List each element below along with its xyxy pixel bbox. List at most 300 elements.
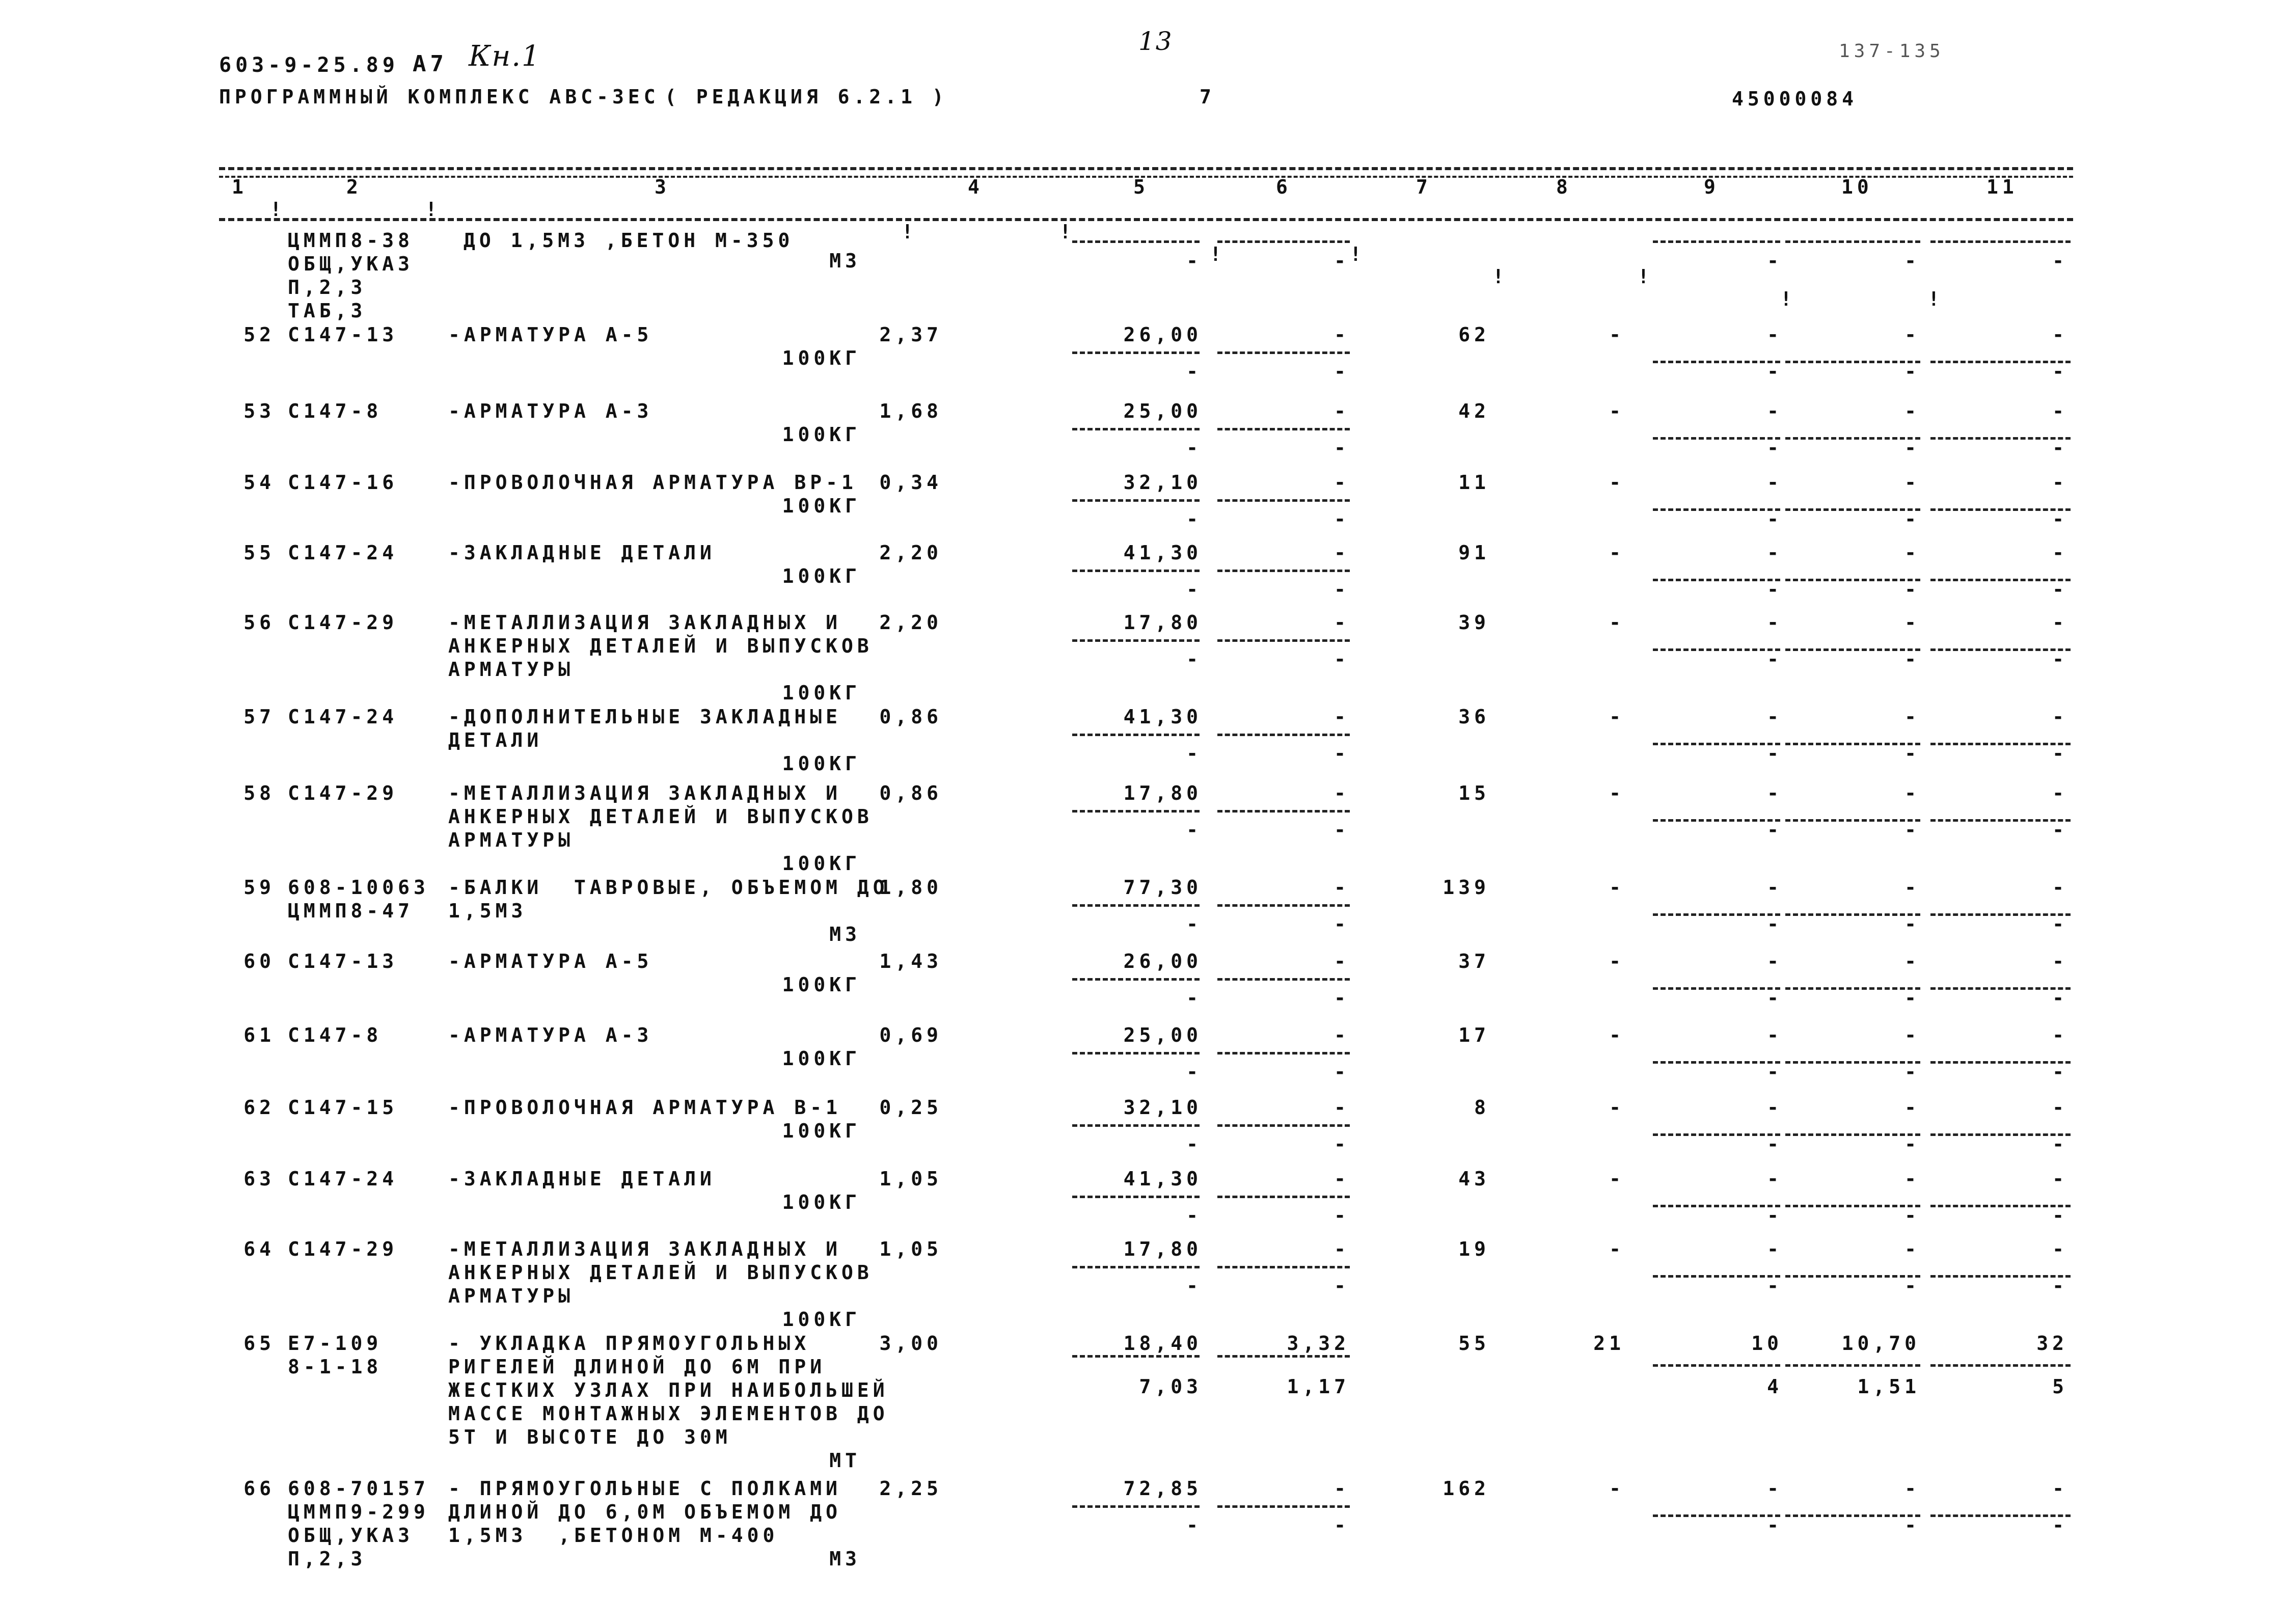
- sheet-code: 137-135: [1839, 41, 1945, 62]
- work-description: - УКЛАДКА ПРЯМОУГОЛЬНЫХ: [448, 1332, 810, 1355]
- cost-value-secondary: -: [1334, 437, 1350, 459]
- cost-value-secondary: -: [1904, 819, 1920, 841]
- unit-cost-wages: -: [1334, 706, 1350, 728]
- quantity-value: 1,80: [879, 876, 942, 899]
- total-wages: 21: [1593, 1332, 1625, 1355]
- row-divider: [1785, 1514, 1920, 1517]
- work-description: ДО 1,5М3 ,БЕТОН М-350: [464, 229, 794, 252]
- row-divider: [1785, 648, 1920, 651]
- row-divider: [1785, 819, 1920, 822]
- unit-cost-wages: -: [1334, 400, 1350, 422]
- cost-value-secondary: -: [1767, 987, 1783, 1009]
- row-divider: [1653, 1275, 1780, 1278]
- cost-value-secondary: -: [2052, 913, 2068, 935]
- row-number: 62: [243, 1096, 275, 1119]
- cost-value-secondary: -: [1767, 250, 1783, 272]
- cost-value-secondary: -: [1767, 1133, 1783, 1155]
- work-description: МАССЕ МОНТАЖНЫХ ЭЛЕМЕНТОВ ДО: [448, 1402, 889, 1425]
- cost-value-secondary: 4: [1767, 1375, 1783, 1398]
- labor-hours-total: -: [2052, 876, 2068, 899]
- labor-hours-total: -: [2052, 1477, 2068, 1500]
- row-divider: [1653, 1061, 1780, 1064]
- total-cost: 37: [1458, 950, 1490, 972]
- quantity-value: 0,25: [879, 1096, 942, 1119]
- machine-cost: -: [1767, 1024, 1783, 1046]
- cost-value-secondary: -: [2052, 1133, 2068, 1155]
- row-divider: [1653, 1364, 1780, 1367]
- col-num-5: 5: [1133, 176, 1149, 198]
- cost-value-secondary: -: [1904, 360, 1920, 383]
- row-divider: [1930, 819, 2071, 822]
- cost-value-secondary: -: [2052, 578, 2068, 601]
- row-divider: [1072, 240, 1200, 243]
- cost-value-secondary: -: [1186, 819, 1202, 841]
- program-title: ПРОГРАММНЫЙ КОМПЛЕКС АВС-3ЕС: [219, 86, 660, 108]
- resource-code: 608-70157: [288, 1477, 429, 1500]
- col-num-7: 7: [1416, 176, 1432, 198]
- unit-cost-total: 17,80: [1123, 1238, 1202, 1260]
- cost-value-secondary: -: [1904, 648, 1920, 670]
- quantity-value: 1,43: [879, 950, 942, 972]
- row-divider: [1930, 437, 2071, 440]
- unit-cost-wages: -: [1334, 876, 1350, 899]
- resource-code: ЦММП8-38: [288, 229, 414, 252]
- row-divider: [1653, 987, 1780, 990]
- cost-value-secondary: -: [1904, 578, 1920, 601]
- row-divider: [1653, 913, 1780, 916]
- unit-cost-total: 32,10: [1123, 471, 1202, 494]
- row-divider: [1072, 1505, 1200, 1508]
- total-cost: 42: [1458, 400, 1490, 422]
- cost-value-secondary: -: [1186, 1514, 1202, 1536]
- unit-cost-wages: -: [1334, 1096, 1350, 1119]
- unit-cost-wages: 3,32: [1287, 1332, 1350, 1355]
- machine-cost: -: [1767, 950, 1783, 972]
- row-divider: [1785, 1133, 1920, 1136]
- labor-hours-unit: -: [1904, 1477, 1920, 1500]
- cost-value-secondary: -: [2052, 742, 2068, 765]
- row-divider: [1930, 1205, 2071, 1207]
- cost-value-secondary: -: [2052, 1514, 2068, 1536]
- unit-of-measure: 100КГ: [782, 495, 861, 517]
- row-divider: [1072, 351, 1200, 354]
- total-cost: 8: [1474, 1096, 1490, 1119]
- row-divider: [1072, 428, 1200, 430]
- row-divider: [1785, 1364, 1920, 1367]
- resource-code: С147-16: [288, 471, 398, 494]
- total-wages: -: [1609, 323, 1625, 346]
- row-divider: [1072, 904, 1200, 907]
- cost-value-secondary: -: [2052, 1275, 2068, 1297]
- total-wages: -: [1609, 611, 1625, 634]
- row-divider: [1930, 508, 2071, 511]
- resource-code: С147-8: [288, 1024, 383, 1046]
- cost-value-secondary: -: [1334, 578, 1350, 601]
- unit-cost-total: 17,80: [1123, 782, 1202, 804]
- row-number: 64: [243, 1238, 275, 1260]
- cost-value-secondary: -: [1186, 1204, 1202, 1227]
- labor-hours-unit: -: [1904, 400, 1920, 422]
- cost-value-secondary: -: [1186, 913, 1202, 935]
- cost-value-secondary: -: [1334, 250, 1350, 272]
- quantity-value: 0,86: [879, 782, 942, 804]
- cost-value-secondary: -: [1904, 1275, 1920, 1297]
- labor-hours-total: -: [2052, 706, 2068, 728]
- cost-value-secondary: -: [1904, 987, 1920, 1009]
- resource-code: С147-8: [288, 400, 383, 422]
- row-divider: [1217, 1052, 1350, 1054]
- cost-value-secondary: -: [1904, 1514, 1920, 1536]
- row-divider: [1217, 734, 1350, 736]
- row-divider: [1785, 437, 1920, 440]
- row-divider: [1930, 743, 2071, 745]
- cost-value-secondary: -: [1186, 648, 1202, 670]
- row-divider: [1930, 240, 2071, 243]
- cost-value-secondary: -: [2052, 648, 2068, 670]
- cost-value-secondary: -: [1904, 1204, 1920, 1227]
- resource-code: С147-24: [288, 706, 398, 728]
- resource-code: 608-10063: [288, 876, 429, 899]
- row-number: 66: [243, 1477, 275, 1500]
- cost-value-secondary: -: [1904, 250, 1920, 272]
- work-description: АНКЕРНЫХ ДЕТАЛЕЙ И ВЫПУСКОВ: [448, 1261, 873, 1284]
- unit-cost-total: 41,30: [1123, 1168, 1202, 1190]
- cost-value-secondary: -: [2052, 1061, 2068, 1083]
- row-divider: [1653, 819, 1780, 822]
- row-divider: [1785, 743, 1920, 745]
- row-divider: [1072, 1266, 1200, 1268]
- row-divider: [1930, 1133, 2071, 1136]
- cost-value-secondary: -: [1186, 360, 1202, 383]
- cost-value-secondary: -: [1186, 250, 1202, 272]
- work-description: -ПРОВОЛОЧНАЯ АРМАТУРА В-1: [448, 1096, 841, 1119]
- labor-hours-unit: -: [1904, 1096, 1920, 1119]
- total-wages: -: [1609, 876, 1625, 899]
- labor-hours-total: -: [2052, 782, 2068, 804]
- col-num-6: 6: [1276, 176, 1292, 198]
- cost-value-secondary: -: [1904, 1133, 1920, 1155]
- total-cost: 62: [1458, 323, 1490, 346]
- row-divider: [1785, 987, 1920, 990]
- machine-cost: -: [1767, 1168, 1783, 1190]
- work-description: АНКЕРНЫХ ДЕТАЛЕЙ И ВЫПУСКОВ: [448, 635, 873, 657]
- cost-value-secondary: -: [1186, 1061, 1202, 1083]
- row-divider: [1930, 579, 2071, 581]
- cost-value-secondary: -: [1186, 742, 1202, 765]
- cost-value-secondary: -: [1767, 1514, 1783, 1536]
- unit-of-measure: МТ: [829, 1449, 861, 1472]
- quantity-value: 2,20: [879, 611, 942, 634]
- resource-code: С147-29: [288, 782, 398, 804]
- cost-value-secondary: -: [1186, 987, 1202, 1009]
- labor-hours-total: 32: [2036, 1332, 2068, 1355]
- cost-value-secondary: -: [1186, 1133, 1202, 1155]
- cost-value-secondary: 1,51: [1857, 1375, 1920, 1398]
- page-header: [0, 0, 2286, 168]
- resource-code: ОБЩ,УКАЗ: [288, 253, 414, 275]
- cost-value-secondary: -: [1186, 578, 1202, 601]
- machine-cost: -: [1767, 706, 1783, 728]
- row-divider: [1653, 240, 1780, 243]
- total-wages: -: [1609, 1238, 1625, 1260]
- resource-code: С147-13: [288, 323, 398, 346]
- unit-cost-wages: -: [1334, 611, 1350, 634]
- labor-hours-unit: -: [1904, 611, 1920, 634]
- total-wages: -: [1609, 1477, 1625, 1500]
- cost-value-secondary: -: [1767, 578, 1783, 601]
- cost-value-secondary: -: [1767, 648, 1783, 670]
- row-number: 61: [243, 1024, 275, 1046]
- job-number: 45000084: [1732, 88, 1858, 110]
- labor-hours-total: -: [2052, 611, 2068, 634]
- row-number: 57: [243, 706, 275, 728]
- cost-value-secondary: -: [1767, 508, 1783, 530]
- work-description: -ЗАКЛАДНЫЕ ДЕТАЛИ: [448, 542, 716, 564]
- total-wages: -: [1609, 1168, 1625, 1190]
- unit-of-measure: 100КГ: [782, 423, 861, 446]
- cost-value-secondary: -: [1186, 1275, 1202, 1297]
- resource-code: С147-13: [288, 950, 398, 972]
- cost-value-secondary: -: [1334, 1514, 1350, 1536]
- row-divider: [1653, 361, 1780, 363]
- row-divider: [1072, 810, 1200, 813]
- total-cost: 162: [1443, 1477, 1490, 1500]
- cost-value-secondary: -: [1186, 437, 1202, 459]
- work-description: АРМАТУРЫ: [448, 1285, 575, 1307]
- total-wages: -: [1609, 471, 1625, 494]
- row-number: 59: [243, 876, 275, 899]
- unit-cost-total: 77,30: [1123, 876, 1202, 899]
- cost-value-secondary: -: [1334, 987, 1350, 1009]
- labor-hours-total: -: [2052, 1168, 2068, 1190]
- total-wages: -: [1609, 400, 1625, 422]
- work-description: АРМАТУРЫ: [448, 658, 575, 681]
- row-divider: [1217, 351, 1350, 354]
- total-wages: -: [1609, 542, 1625, 564]
- row-number: 55: [243, 542, 275, 564]
- row-divider: [1785, 240, 1920, 243]
- work-description: -АРМАТУРА А-3: [448, 400, 653, 422]
- col-num-4: 4: [968, 176, 984, 198]
- row-divider: [1072, 1124, 1200, 1127]
- unit-of-measure: 100КГ: [782, 973, 861, 996]
- unit-cost-total: 26,00: [1123, 950, 1202, 972]
- row-divider: [1217, 1124, 1350, 1127]
- cost-value-secondary: -: [1767, 437, 1783, 459]
- row-number: 54: [243, 471, 275, 494]
- album-number: А7: [413, 51, 448, 77]
- cost-value-secondary: -: [1334, 360, 1350, 383]
- row-divider: [1217, 240, 1350, 243]
- col-num-10: 10: [1841, 176, 1873, 198]
- machine-cost: -: [1767, 400, 1783, 422]
- machine-cost: -: [1767, 876, 1783, 899]
- book-handwritten: Кн.1: [469, 40, 541, 73]
- labor-hours-total: -: [2052, 400, 2068, 422]
- machine-cost: -: [1767, 471, 1783, 494]
- row-divider: [1930, 1275, 2071, 1278]
- work-description: -МЕТАЛЛИЗАЦИЯ ЗАКЛАДНЫХ И: [448, 1238, 841, 1260]
- row-divider: [1217, 428, 1350, 430]
- quantity-value: 0,34: [879, 471, 942, 494]
- unit-cost-wages: -: [1334, 950, 1350, 972]
- col-num-8: 8: [1556, 176, 1572, 198]
- work-description: ДЛИНОЙ ДО 6,0М ОБЪЕМОМ ДО: [448, 1501, 841, 1523]
- quantity-value: 1,05: [879, 1238, 942, 1260]
- quantity-value: 2,25: [879, 1477, 942, 1500]
- work-description: АНКЕРНЫХ ДЕТАЛЕЙ И ВЫПУСКОВ: [448, 805, 873, 828]
- cost-value-secondary: -: [1904, 1061, 1920, 1083]
- resource-code: ЦММП8-47: [288, 900, 414, 922]
- unit-of-measure: М3: [829, 923, 861, 945]
- cost-value-secondary: -: [1334, 1204, 1350, 1227]
- total-cost: 55: [1458, 1332, 1490, 1355]
- row-number: 58: [243, 782, 275, 804]
- cost-value-secondary: -: [1334, 1133, 1350, 1155]
- row-number: 63: [243, 1168, 275, 1190]
- work-description: 1,5М3 ,БЕТОНОМ М-400: [448, 1524, 779, 1547]
- quantity-value: 0,69: [879, 1024, 942, 1046]
- labor-hours-unit: -: [1904, 1024, 1920, 1046]
- cost-value-secondary: -: [1186, 508, 1202, 530]
- row-divider: [1217, 810, 1350, 813]
- total-wages: -: [1609, 1024, 1625, 1046]
- unit-of-measure: 100КГ: [782, 1308, 861, 1331]
- labor-hours-total: -: [2052, 1024, 2068, 1046]
- row-divider: [1785, 913, 1920, 916]
- row-divider: [1930, 361, 2071, 363]
- total-cost: 43: [1458, 1168, 1490, 1190]
- table-row: [0, 1332, 2286, 1475]
- work-description: АРМАТУРЫ: [448, 829, 575, 851]
- row-divider: [1785, 1275, 1920, 1278]
- row-divider: [1653, 648, 1780, 651]
- unit-cost-wages: -: [1334, 1238, 1350, 1260]
- row-divider: [1930, 1061, 2071, 1064]
- unit-of-measure: М3: [829, 250, 861, 272]
- cost-value-secondary: -: [1767, 913, 1783, 935]
- quantity-value: 2,37: [879, 323, 942, 346]
- cost-value-secondary: -: [2052, 360, 2068, 383]
- row-divider: [1653, 579, 1780, 581]
- col-num-2: 2: [346, 176, 362, 198]
- labor-hours-total: -: [2052, 1238, 2068, 1260]
- row-divider: [1785, 508, 1920, 511]
- work-description: -АРМАТУРА А-3: [448, 1024, 653, 1046]
- row-divider: [1653, 1133, 1780, 1136]
- work-description: -АРМАТУРА А-5: [448, 323, 653, 346]
- row-divider: [1217, 1505, 1350, 1508]
- table-row: [0, 1477, 2286, 1620]
- resource-code: 8-1-18: [288, 1356, 383, 1378]
- row-divider: [1930, 1364, 2071, 1367]
- col-num-11: 11: [1986, 176, 2018, 198]
- cost-value-secondary: 7,03: [1139, 1375, 1202, 1398]
- estimate-table-body: [0, 224, 2286, 1620]
- resource-code: ОБЩ,УКАЗ: [288, 1524, 414, 1547]
- work-description: РИГЕЛЕЙ ДЛИНОЙ ДО 6М ПРИ: [448, 1356, 826, 1378]
- cost-value-secondary: -: [1767, 1204, 1783, 1227]
- row-number: 56: [243, 611, 275, 634]
- work-description: -АРМАТУРА А-5: [448, 950, 653, 972]
- labor-hours-total: -: [2052, 471, 2068, 494]
- cost-value-secondary: -: [2052, 1204, 2068, 1227]
- unit-of-measure: 100КГ: [782, 1191, 861, 1213]
- machine-cost: -: [1767, 1477, 1783, 1500]
- cost-value-secondary: 5: [2052, 1375, 2068, 1398]
- row-number: 53: [243, 400, 275, 422]
- machine-cost: -: [1767, 1238, 1783, 1260]
- resource-code: П,2,3: [288, 1548, 367, 1570]
- unit-cost-wages: -: [1334, 542, 1350, 564]
- cost-value-secondary: -: [1334, 742, 1350, 765]
- labor-hours-unit: -: [1904, 1168, 1920, 1190]
- cost-value-secondary: -: [1334, 508, 1350, 530]
- row-number: 60: [243, 950, 275, 972]
- labor-hours-unit: -: [1904, 706, 1920, 728]
- machine-cost: -: [1767, 542, 1783, 564]
- row-number: 52: [243, 323, 275, 346]
- work-description: -ПРОВОЛОЧНАЯ АРМАТУРА ВР-1: [448, 471, 857, 494]
- unit-of-measure: 100КГ: [782, 1047, 861, 1070]
- row-divider: [1785, 361, 1920, 363]
- cost-value-secondary: -: [1334, 648, 1350, 670]
- resource-code: ЦММП9-299: [288, 1501, 429, 1523]
- doc-code: 603-9-25.89: [219, 53, 399, 77]
- column-separators: ! ! ! ! ! ! ! ! ! !: [270, 198, 1944, 310]
- col-num-1: 1: [232, 176, 248, 198]
- resource-code: С147-29: [288, 1238, 398, 1260]
- unit-cost-wages: -: [1334, 1168, 1350, 1190]
- row-divider: [1930, 987, 2071, 990]
- unit-cost-wages: -: [1334, 782, 1350, 804]
- unit-cost-wages: -: [1334, 471, 1350, 494]
- labor-hours-unit: -: [1904, 323, 1920, 346]
- total-cost: 91: [1458, 542, 1490, 564]
- total-wages: -: [1609, 950, 1625, 972]
- row-divider: [1072, 570, 1200, 572]
- row-divider: [1785, 579, 1920, 581]
- unit-cost-total: 32,10: [1123, 1096, 1202, 1119]
- work-description: 1,5М3: [448, 900, 527, 922]
- work-description: ЖЕСТКИХ УЗЛАХ ПРИ НАИБОЛЬШЕЙ: [448, 1379, 889, 1401]
- cost-value-secondary: -: [1334, 913, 1350, 935]
- cost-value-secondary: -: [1767, 819, 1783, 841]
- unit-cost-wages: -: [1334, 1024, 1350, 1046]
- machine-cost: -: [1767, 611, 1783, 634]
- cost-value-secondary: -: [1904, 437, 1920, 459]
- unit-of-measure: 100КГ: [782, 852, 861, 875]
- cost-value-secondary: -: [2052, 508, 2068, 530]
- cost-value-secondary: -: [1904, 913, 1920, 935]
- row-divider: [1072, 1355, 1200, 1358]
- total-cost: 17: [1458, 1024, 1490, 1046]
- cost-value-secondary: -: [1767, 360, 1783, 383]
- row-divider: [1930, 913, 2071, 916]
- row-divider: [1072, 639, 1200, 642]
- row-divider: [1072, 1052, 1200, 1054]
- row-divider: [1072, 1196, 1200, 1198]
- quantity-value: 1,68: [879, 400, 942, 422]
- machine-cost: -: [1767, 323, 1783, 346]
- row-divider: [1653, 508, 1780, 511]
- labor-hours-unit: -: [1904, 1238, 1920, 1260]
- total-cost: 11: [1458, 471, 1490, 494]
- resource-code: ТАБ,3: [288, 300, 367, 322]
- total-cost: 36: [1458, 706, 1490, 728]
- row-divider: [1217, 1266, 1350, 1268]
- total-cost: 19: [1458, 1238, 1490, 1260]
